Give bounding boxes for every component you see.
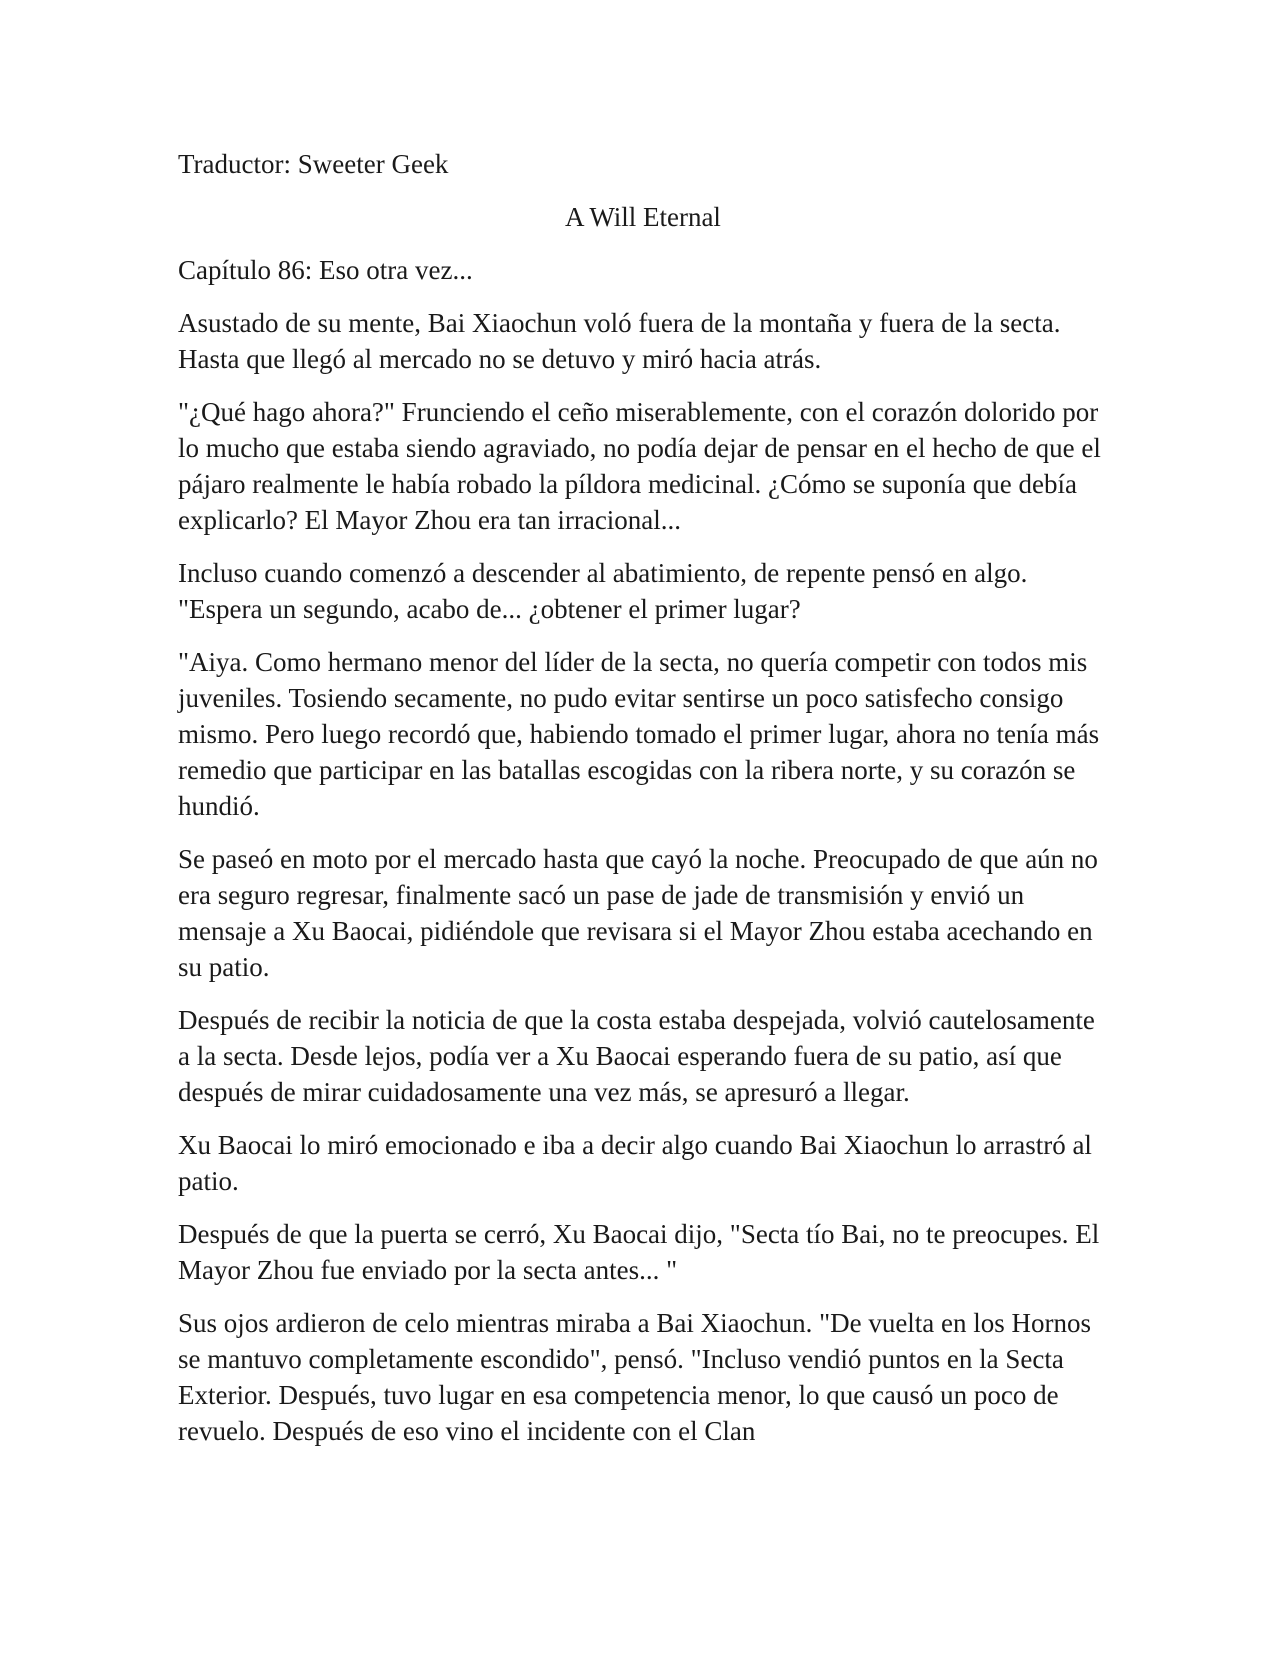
chapter-heading: Capítulo 86: Eso otra vez...: [178, 255, 473, 285]
novel-title: A Will Eternal: [565, 202, 721, 232]
paragraph: "Aiya. Como hermano menor del líder de la secta, no quería competir con todos mis juveniles. Tosiendo secamente, no pudo evitar sentirse un poco satisfecho consigo mismo. Pero luego recordó que, habiendo tomado el primer lugar, ahora no tenía más remedio que participar en las batallas escogidas con la ribera norte, y su corazón se hundió.: [178, 647, 1100, 821]
paragraph: Después de que la puerta se cerró, Xu Baocai dijo, "Secta tío Bai, no te preocupes. El Mayor Zhou fue enviado por la secta antes... ": [178, 1219, 1100, 1285]
paragraph: Asustado de su mente, Bai Xiaochun voló fuera de la montaña y fuera de la secta. Hasta que llegó al mercado no se detuvo y miró hacia atrás.: [178, 308, 1061, 374]
paragraph: Incluso cuando comenzó a descender al abatimiento, de repente pensó en algo. "Espera un segundo, acabo de... ¿obtener el primer lugar?: [178, 558, 1028, 624]
paragraph: "¿Qué hago ahora?" Frunciendo el ceño miserablemente, con el corazón dolorido por lo mucho que estaba siendo agraviado, no podía dejar de pensar en el hecho de que el pájaro realmente le había robado la píldora medicinal. ¿Cómo se suponía que debía explicarlo? El Mayor Zhou era tan irracional...: [178, 397, 1101, 535]
paragraph: Sus ojos ardieron de celo mientras miraba a Bai Xiaochun. "De vuelta en los Hornos se mantuvo completamente escondido", pensó. "Incluso vendió puntos en la Secta Exterior. Después, tuvo lugar en esa competencia menor, lo que causó un poco de revuelo. Después de eso vino el incidente con el Clan: [178, 1308, 1092, 1446]
paragraph: Xu Baocai lo miró emocionado e iba a decir algo cuando Bai Xiaochun lo arrastró al patio.: [178, 1130, 1092, 1196]
translator-credit: Traductor: Sweeter Geek: [178, 149, 449, 179]
paragraph: Después de recibir la noticia de que la costa estaba despejada, volvió cautelosamente a la secta. Desde lejos, podía ver a Xu Baocai esperando fuera de su patio, así que después de mirar cuidadosamente una vez más, se apresuró a llegar.: [178, 1005, 1095, 1107]
paragraph: Se paseó en moto por el mercado hasta que cayó la noche. Preocupado de que aún no era seguro regresar, finalmente sacó un pase de jade de transmisión y envió un mensaje a Xu Baocai, pidiéndole que revisara si el Mayor Zhou estaba acechando en su patio.: [178, 844, 1098, 982]
document-body: [178, 146, 1108, 1466]
